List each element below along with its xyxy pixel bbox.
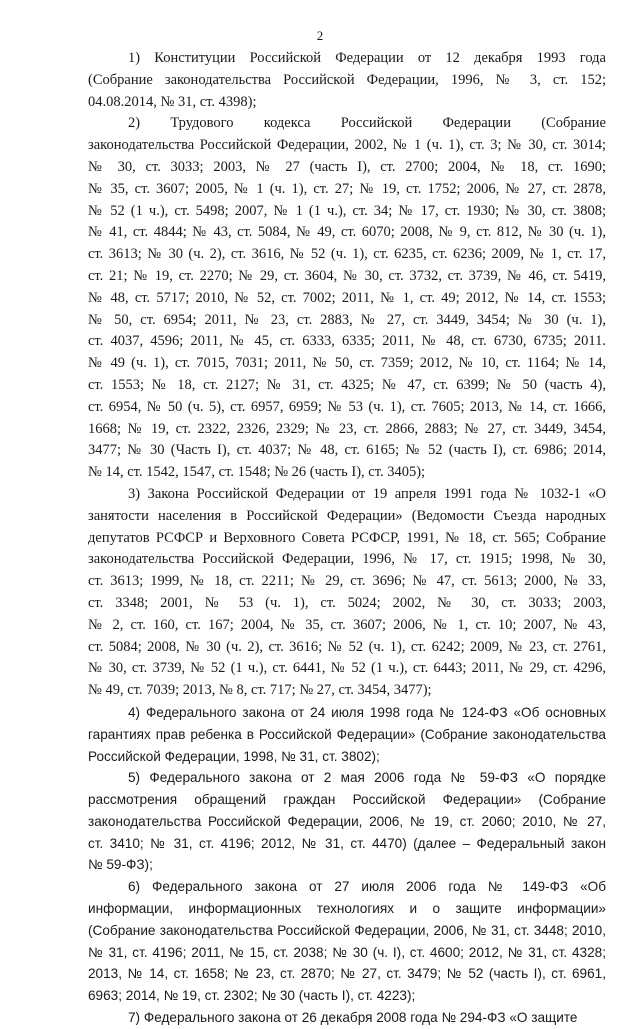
text-line: № 48, ст. 5717; 2010, № 52, ст. 7002; 2011, № 1, ст. 49; 2012, № 14, ст. 1553; (88, 289, 606, 306)
list-item (88, 876, 606, 1007)
text-line: 6963; 2014, № 19, ст. 2302; № 30 (часть I), ст. 4223); (88, 988, 416, 1004)
text-line: ст. 3410; № 31, ст. 4196; 2012, № 31, ст. 4470) (далее – Федеральный закон (88, 835, 606, 851)
text-line: ст. 4037, 4596; 2011, № 45, ст. 6333, 6335; 2011, № 48, ст. 6730, 6735; 2011. (88, 333, 606, 350)
text-line: ст. 3613; № 30 (ч. 2), ст. 3616, № 52 (ч. 1), ст. 6235, ст. 6236; 2009, № 1, ст. 17, (88, 246, 606, 263)
text-line: № 14, ст. 1542, 1547, ст. 1548; № 26 (часть I), ст. 3405); (88, 464, 426, 481)
text-line: 04.08.2014, № 31, ст. 4398); (88, 93, 257, 110)
text-line: 2013, № 14, ст. 1658; № 23, ст. 2870; № 27, ст. 3479; № 52 (часть I), ст. 6961, (88, 966, 606, 982)
text-line: законодательства Российской Федерации, 1996, № 17, ст. 1915; 1998, № 30, (88, 551, 606, 568)
text-line: 1) Конституции Российской Федерации от 12 декабря 1993 года (128, 50, 606, 66)
list-item (88, 1007, 606, 1029)
document-body (88, 48, 606, 1029)
text-line: ст. 6954, № 50 (ч. 5), ст. 6957, 6959; № 53 (ч. 1), ст. 7605; 2013, № 14, ст. 1666, (88, 398, 606, 415)
text-line: ст. 1553; № 18, ст. 2127; № 31, ст. 4325; № 47, ст. 6399; № 50 (часть 4), (88, 376, 606, 393)
text-line: 3) Закона Российской Федерации от 19 апреля 1991 года № 1032-1 «О (128, 485, 606, 502)
text-line: № 59-ФЗ); (88, 857, 153, 873)
text-line: ст. 3613; 1999, № 18, ст. 2211; № 29, ст. 3696; № 47, ст. 5613; 2000, № 33, (88, 573, 606, 590)
text-line: 3477; № 30 (Часть I), ст. 4037; № 48, ст. 6165; № 52 (часть I), ст. 6986; 2014, (88, 442, 606, 459)
text-line: № 49, ст. 7039; 2013, № 8, ст. 717; № 27, ст. 3454, 3477); (88, 682, 432, 699)
list-item (88, 48, 606, 113)
text-line: 5) Федерального закона от 2 мая 2006 года № 59-ФЗ «О порядке (128, 770, 606, 786)
text-line: № 35, ст. 3607; 2005, № 1 (ч. 1), ст. 27; № 19, ст. 1752; 2006, № 27, ст. 2878, (88, 180, 606, 197)
list-item (88, 113, 606, 484)
text-line: № 31, ст. 4196; 2011, № 15, ст. 2038; № 30 (ч. I), ст. 4600; 2012, № 31, ст. 4328; (88, 944, 606, 960)
text-line: № 50, ст. 6954; 2011, № 23, ст. 2883, № 27, ст. 3449, 3454; № 30 (ч. 1), (88, 311, 606, 328)
text-line: депутатов РСФСР и Верховного Совета РСФСР, 1991, № 18, ст. 565; Собрание (88, 529, 606, 546)
text-line: Российской Федерации, 1998, № 31, ст. 3802); (88, 748, 380, 764)
text-line: 4) Федерального закона от 24 июля 1998 года № 124-ФЗ «Об основных (128, 704, 606, 720)
text-line: № 30, ст. 3739, № 52 (1 ч.), ст. 6441, № 52 (1 ч.), ст. 6443; 2011, № 29, ст. 4296, (88, 660, 606, 677)
text-line: ст. 5084; 2008, № 30 (ч. 2), ст. 3616; № 52 (ч. 1), ст. 6242; 2009, № 23, ст. 2761, (88, 638, 606, 655)
list-item (88, 702, 606, 767)
text-line: № 41, ст. 4844; № 43, ст. 5084, № 49, ст. 6070; 2008, № 9, ст. 812, № 30 (ч. 1), (88, 224, 606, 241)
text-line: 7) Федерального закона от 26 декабря 2008 года № 294-ФЗ «О защите (128, 1010, 578, 1026)
text-line: № 30, ст. 3033; 2003, № 27 (часть I), ст. 2700; 2004, № 18, ст. 1690; (88, 158, 606, 175)
text-line: № 52 (1 ч.), ст. 5498; 2007, № 1 (1 ч.), ст. 34; № 17, ст. 1930; № 30, ст. 3808; (88, 202, 606, 219)
text-line: № 49 (ч. 1), ст. 7015, 7031; 2011, № 50, ст. 7359; 2012, № 10, ст. 1164; № 14, (88, 355, 606, 372)
text-line: гарантиях прав ребенка в Российской Федерации» (Собрание законодательства (88, 726, 606, 742)
list-item (88, 767, 606, 876)
text-line: рассмотрения обращений граждан Российской Федерации» (Собрание (88, 792, 606, 808)
text-line: 2) Трудового кодекса Российской Федерации (Собрание (128, 115, 606, 132)
text-line: занятости населения в Российской Федерации» (Ведомости Съезда народных (88, 507, 606, 524)
list-item (88, 484, 606, 702)
text-line: законодательства Российской Федерации, 2006, № 19, ст. 2060; 2010, № 27, (88, 813, 606, 829)
text-line: 6) Федерального закона от 27 июля 2006 года № 149-ФЗ «Об (128, 879, 606, 895)
text-line: № 2, ст. 160, ст. 167; 2004, № 35, ст. 3607; 2006, № 1, ст. 10; 2007, № 43, (88, 616, 606, 633)
text-line: (Собрание законодательства Российской Федерации, 1996, № 3, ст. 152; (88, 71, 606, 88)
text-line: информации, информационных технологиях и о защите информации» (88, 901, 606, 917)
page-number: 2 (316, 28, 324, 43)
text-line: (Собрание законодательства Российской Федерации, 2006, № 31, ст. 3448; 2010, (88, 922, 606, 938)
text-line: ст. 3348; 2001, № 53 (ч. 1), ст. 5024; 2002, № 30, ст. 3033; 2003, (88, 594, 606, 611)
text-line: законодательства Российской Федерации, 2002, № 1 (ч. 1), ст. 3; № 30, ст. 3014; (88, 137, 606, 154)
text-line: 1668; № 19, ст. 2322, 2326, 2329; № 23, ст. 2866, 2883; № 27, ст. 3449, 3454, (88, 420, 606, 437)
text-line: ст. 21; № 19, ст. 2270; № 29, ст. 3604, № 30, ст. 3732, ст. 3739, № 46, ст. 5419, (88, 267, 606, 284)
